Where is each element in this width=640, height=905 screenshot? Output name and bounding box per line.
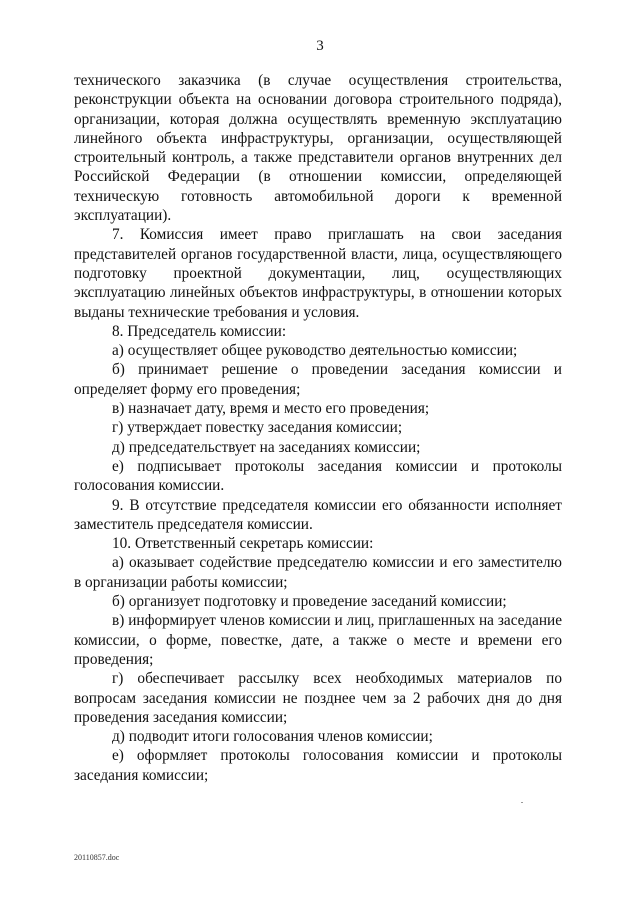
paragraph-continuation: технического заказчика (в случае осуществления строительства, реконструкции объекта на основании договора строительного подряда), организации, которая должна осуществлять временную эксплуатацию линейного объекта инфраструктуры, организации, осуществляющей строительный контроль, а также представители органов внутренних дел Российской Федерации (в отношении комиссии, определяющей техническую готовность автомобильной дороги к временной эксплуатации). (74, 72, 562, 225)
paragraph-item-10v: в) информирует членов комиссии и лиц, приглашенных на заседание комиссии, о форме, повестке, дате, а также о месте и времени его проведения; (74, 612, 562, 668)
paragraph-item-10-heading: 10. Ответственный секретарь комиссии: (112, 535, 374, 553)
page-number: 3 (316, 38, 324, 54)
paragraph-item-8e: е) подписывает протоколы заседания комиссии и протоколы голосования комиссии. (74, 457, 562, 495)
paragraph-item-10g: г) обеспечивает рассылку всех необходимых материалов по вопросам заседания комиссии не позднее чем за 2 рабочих дня до дня проведения заседания комиссии; (74, 670, 562, 726)
paragraph-item-8g: г) утверждает повестку заседания комиссии; (112, 419, 403, 437)
footer-filename: 20110857.doc (74, 853, 120, 862)
paragraph-item-10e: е) оформляет протоколы голосования комиссии и протоколы заседания комиссии; (74, 747, 562, 784)
paragraph-item-7: 7. Комиссия имеет право приглашать на свои заседания представителей органов государственной власти, лица, осуществляющего подготовку проектной документации, лиц, осуществляющих эксплуатацию линейных объектов инфраструктуры, в отношении которых выданы технические требования и условия. (74, 226, 562, 321)
paragraph-item-8b: б) принимает решение о проведении заседания комиссии и определяет форму его проведения; (74, 361, 562, 398)
paragraph-item-8-heading: 8. Председатель комиссии: (112, 322, 287, 340)
paragraph-item-8d: д) председательствует на заседаниях комиссии; (112, 438, 421, 456)
paragraph-item-9: 9. В отсутствие председателя комиссии его обязанности исполняет заместитель председателя комиссии. (74, 496, 562, 533)
scan-speck (521, 802, 523, 803)
paragraph-item-8a: а) осуществляет общее руководство деятельностью комиссии; (112, 342, 518, 360)
paragraph-item-10a: а) оказывает содействие председателю комиссии и его заместителю в организации работы комиссии; (74, 554, 562, 591)
paragraph-item-8v: в) назначает дату, время и место его проведения; (112, 400, 430, 418)
document-body (74, 71, 562, 785)
paragraph-item-10d: д) подводит итоги голосования членов комиссии; (112, 728, 433, 746)
paragraph-item-10b: б) организует подготовку и проведение заседаний комиссии; (112, 593, 507, 611)
